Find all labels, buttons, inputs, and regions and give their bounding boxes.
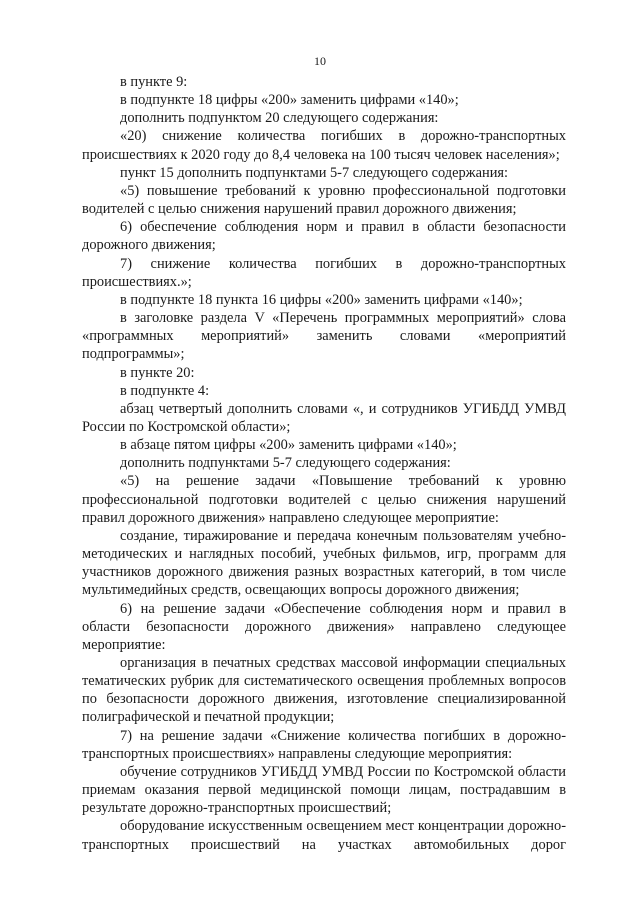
paragraph: «20) снижение количества погибших в дорожно-транспортных происшествиях к 2020 году до 8,4 человека на 100 тысяч человек населения»; [82,128,566,163]
paragraph: дополнить подпунктом 20 следующего содержания: [120,110,439,127]
paragraph: в абзаце пятом цифры «200» заменить цифрами «140»; [120,437,457,454]
paragraph: 7) на решение задачи «Снижение количества погибших в дорожно-транспортных происшествиях» направлены следующие мероприятия: [82,727,566,762]
paragraph: в подпункте 18 цифры «200» заменить цифрами «140»; [120,92,459,109]
paragraph: в пункте 20: [120,364,195,381]
paragraph: в заголовке раздела V «Перечень программных мероприятий» слова «программных мероприятий» заменить словами «мероприятий подпрограммы»; [82,310,566,363]
paragraph: обучение сотрудников УГИБДД УМВД России по Костромской области приемам оказания первой медицинской помощи лицам, пострадавшим в результате дорожно-транспортных происшествий; [82,763,566,817]
document-body [82,73,566,854]
paragraph: организация в печатных средствах массовой информации специальных тематических рубрик для систематического освещения проблемных вопросов по безопасности дорожного движения, изготовление специализированной полиграфической и печатной продукции; [82,655,566,726]
paragraph: создание, тиражирование и передача конечным пользователям учебно-методических и наглядных пособий, учебных фильмов, игр, программ для участников дорожного движения разных возрастных категорий, в том числе мультимедийных средств, освещающих вопросы дорожного движения; [82,527,566,599]
paragraph: «5) на решение задачи «Повышение требований к уровню профессиональной подготовки водителей с целью снижения нарушений правил дорожного движения» направлено следующее мероприятие: [82,473,566,526]
paragraph: дополнить подпунктами 5-7 следующего содержания: [120,455,451,472]
paragraph: абзац четвертый дополнить словами «, и сотрудников УГИБДД УМВД России по Костромской области»; [82,400,566,435]
paragraph: пункт 15 дополнить подпунктами 5-7 следующего содержания: [120,164,509,181]
page-number: 10 [314,54,326,68]
paragraph: 7) снижение количества погибших в дорожно-транспортных происшествиях.»; [82,255,566,290]
paragraph: в пункте 9: [120,74,188,90]
paragraph: 6) на решение задачи «Обеспечение соблюдения норм и правил в области безопасности дорожного движения» направлено следующее мероприятие: [82,600,566,653]
paragraph: в подпункте 18 пункта 16 цифры «200» заменить цифрами «140»; [120,291,523,308]
paragraph: в подпункте 4: [120,382,210,399]
paragraph: «5) повышение требований к уровню профессиональной подготовки водителей с целью снижения нарушений правил дорожного движения; [82,182,566,218]
paragraph: 6) обеспечение соблюдения норм и правил в области безопасности дорожного движения; [82,219,566,254]
paragraph: оборудование искусственным освещением мест концентрации дорожно-транспортных происшествий на участках автомобильных дорог [82,818,566,853]
